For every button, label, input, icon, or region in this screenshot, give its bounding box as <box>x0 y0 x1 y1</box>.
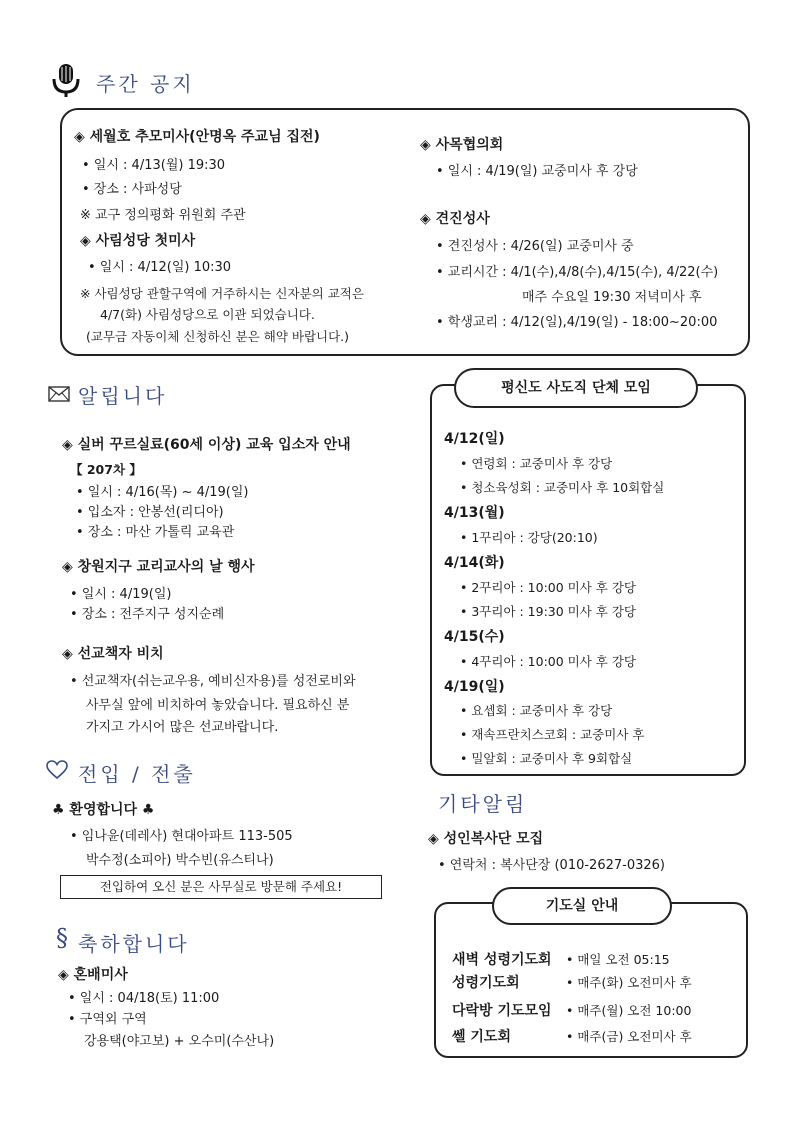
welcome-title: ♣ 환영합니다 ♣ <box>52 802 155 818</box>
wedding-names: 강용택(야고보) + 오수미(수산나) <box>84 1034 275 1049</box>
confirmation-student: • 학생교리 : 4/12(일),4/19(일) - 18:00~20:00 <box>436 315 718 330</box>
groups-day-1-b: • 청소육성회 : 교중미사 후 10회합실 <box>460 480 665 495</box>
other-title: 기타알림 <box>438 792 528 816</box>
prayer-title: 기도실 안내 <box>492 887 672 925</box>
sarim-date: • 일시 : 4/12(일) 10:30 <box>88 260 232 275</box>
confirmation-class-2: 매주 수요일 19:30 저녁미사 후 <box>522 290 702 305</box>
prayer-row-1-time: • 매일 오전 05:15 <box>566 952 670 967</box>
silver-date: • 일시 : 4/16(목) ~ 4/19(일) <box>76 485 249 500</box>
prayer-row-2-name: 성령기도회 <box>452 975 520 991</box>
groups-day-3-a: • 2꾸리아 : 10:00 미사 후 강당 <box>460 580 637 595</box>
council-date: • 일시 : 4/19(일) 교중미사 후 강당 <box>436 164 638 179</box>
groups-day-3: 4/14(화) <box>444 555 505 571</box>
prayer-row-3-time: • 매주(월) 오전 10:00 <box>566 1003 692 1018</box>
groups-day-1-a: • 연령회 : 교중미사 후 강당 <box>460 456 613 471</box>
groups-day-5: 4/19(일) <box>444 679 505 695</box>
transfer-title: 전입 / 전출 <box>78 762 196 786</box>
groups-day-4: 4/15(수) <box>444 629 505 645</box>
groups-day-2-a: • 1꾸리아 : 강당(20:10) <box>460 530 598 545</box>
silver-person: • 입소자 : 안봉선(리디아) <box>76 505 224 520</box>
recruit-contact: • 연락처 : 복사단장 (010-2627-0326) <box>438 858 665 873</box>
sarim-note-1: ※ 사림성당 관할구역에 거주하시는 신자분의 교적은 <box>80 286 364 301</box>
groups-day-4-a: • 4꾸리아 : 10:00 미사 후 강당 <box>460 654 637 669</box>
teacher-place: • 장소 : 전주지구 성지순례 <box>70 607 225 622</box>
teacher-date: • 일시 : 4/19(일) <box>70 587 172 602</box>
books-text-3: 가지고 가시어 많은 선교바랍니다. <box>86 720 279 735</box>
prayer-row-2-time: • 매주(화) 오전미사 후 <box>566 975 692 990</box>
groups-day-2: 4/13(월) <box>444 505 505 521</box>
groups-day-5-c: • 밀알회 : 교중미사 후 9회합실 <box>460 751 633 766</box>
books-text-1: • 선교책자(쉬는교우용, 예비신자용)를 성전로비와 <box>70 674 356 689</box>
section-sign-icon: § <box>56 924 71 952</box>
sewol-host: ※ 교구 정의평화 위원회 주관 <box>80 208 246 223</box>
announce-title: 알립니다 <box>78 384 168 408</box>
silver-place: • 장소 : 마산 가톨릭 교육관 <box>76 525 235 540</box>
transfer-notice: 전입하여 오신 분은 사무실로 방문해 주세요! <box>60 875 382 899</box>
groups-day-5-a: • 요셉회 : 교중미사 후 강당 <box>460 703 613 718</box>
groups-day-1: 4/12(일) <box>444 431 505 447</box>
heart-icon <box>46 760 68 780</box>
silver-title: ◈ 실버 꾸르실료(60세 이상) 교육 입소자 안내 <box>62 437 351 453</box>
groups-day-5-b: • 재속프란치스코회 : 교중미사 후 <box>460 727 645 742</box>
prayer-row-1-name: 새벽 성령기도회 <box>452 952 552 968</box>
transfer-line-2: 박수정(소피아) 박수빈(유스티나) <box>86 853 274 868</box>
sewol-date: • 일시 : 4/13(월) 19:30 <box>82 158 226 173</box>
prayer-row-4-time: • 매주(금) 오전미사 후 <box>566 1029 692 1044</box>
confirmation-class-1: • 교리시간 : 4/1(수),4/8(수),4/15(수), 4/22(수) <box>436 265 719 280</box>
teacher-title: ◈ 창원지구 교리교사의 날 행사 <box>62 559 255 575</box>
wedding-title: ◈ 혼배미사 <box>58 967 128 983</box>
transfer-line-1: • 임나윤(데레사) 현대아파트 113-505 <box>70 829 293 844</box>
sewol-place: • 장소 : 사파성당 <box>82 182 182 197</box>
books-title: ◈ 선교책자 비치 <box>62 646 164 662</box>
books-text-2: 사무실 앞에 비치하여 놓았습니다. 필요하신 분 <box>86 698 350 713</box>
envelope-icon <box>48 386 70 402</box>
confirmation-title: ◈ 견진성사 <box>420 211 490 227</box>
confirmation-date: • 견진성사 : 4/26(일) 교중미사 중 <box>436 239 634 254</box>
groups-day-3-b: • 3꾸리아 : 19:30 미사 후 강당 <box>460 604 637 619</box>
sewol-title: ◈ 세월호 추모미사(안명옥 주교님 집전) <box>74 129 320 145</box>
sarim-title: ◈ 사림성당 첫미사 <box>80 233 196 249</box>
wedding-date: • 일시 : 04/18(토) 11:00 <box>68 991 220 1006</box>
council-title: ◈ 사목협의회 <box>420 137 504 153</box>
congrats-title: 축하합니다 <box>78 932 190 956</box>
microphone-icon <box>50 62 82 98</box>
prayer-row-4-name: 쎌 기도회 <box>452 1029 511 1045</box>
groups-title: 평신도 사도직 단체 모임 <box>454 368 698 408</box>
weekly-notice-title: 주간 공지 <box>96 72 195 96</box>
sarim-note-3: (교무금 자동이체 신청하신 분은 해약 바랍니다.) <box>86 329 350 344</box>
silver-round: 【 207차 】 <box>70 462 142 477</box>
wedding-place: • 구역외 구역 <box>68 1012 147 1027</box>
recruit-title: ◈ 성인복사단 모집 <box>428 831 544 847</box>
prayer-row-3-name: 다락방 기도모임 <box>452 1003 552 1019</box>
sarim-note-2: 4/7(화) 사림성당으로 이관 되었습니다. <box>100 307 315 322</box>
